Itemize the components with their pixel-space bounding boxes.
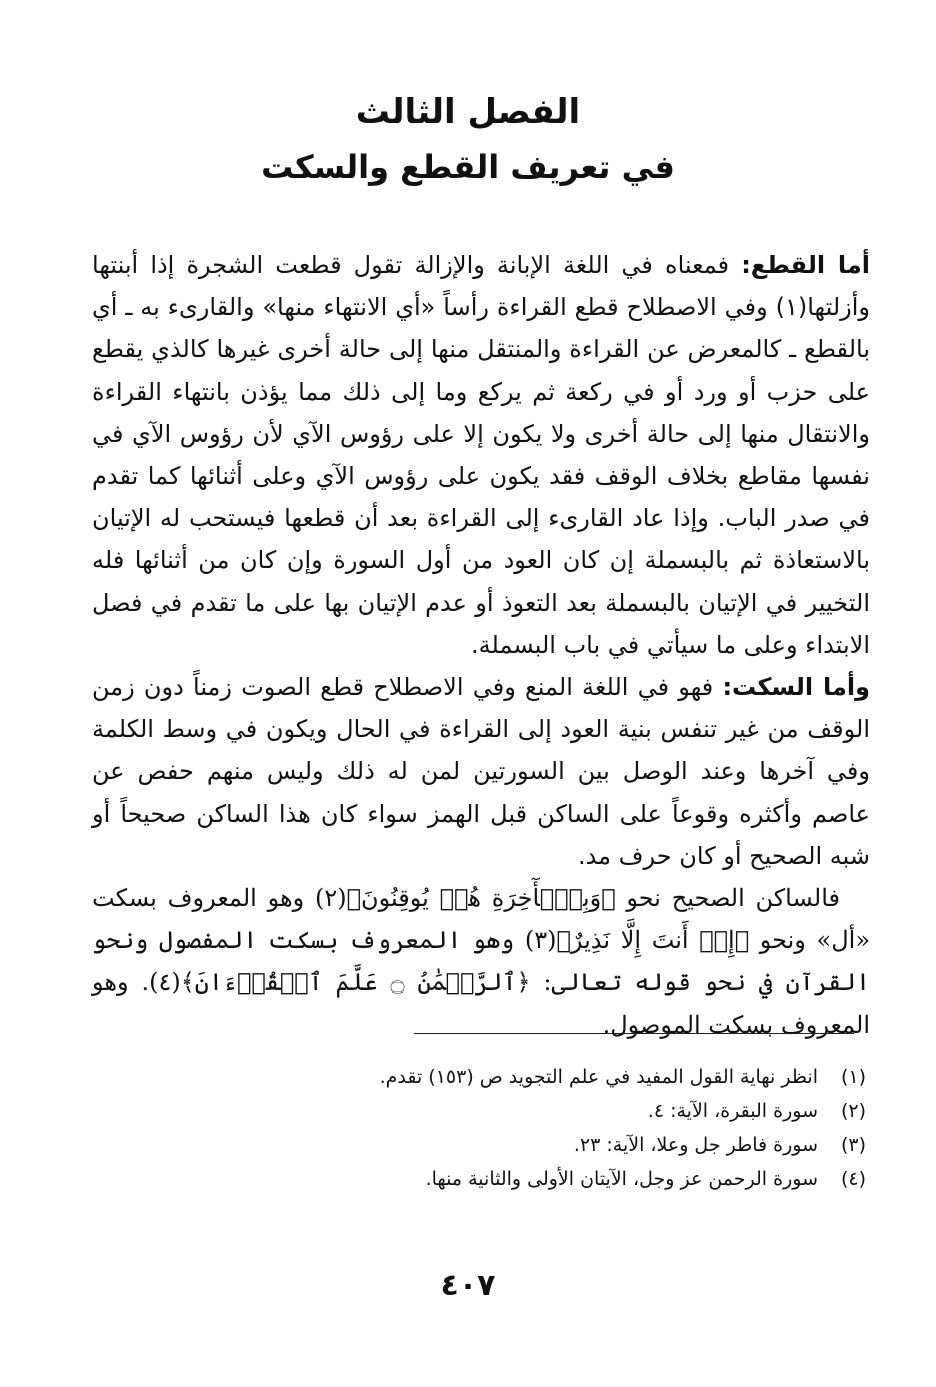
footnote-number: (٤)	[840, 1168, 866, 1190]
paragraph-examples	[92, 877, 870, 1046]
footnote	[150, 1128, 866, 1162]
footnote-number: (٣)	[840, 1134, 866, 1156]
term-label: أما القطع:	[741, 251, 871, 279]
footnote-number: (١)	[840, 1066, 866, 1088]
main-text	[92, 244, 870, 1046]
footnote-text: سورة الرحمن عز وجل، الآيتان الأولى والثانية منها.	[425, 1168, 818, 1190]
footnote-text: سورة فاطر جل وعلا، الآية: ٢٣.	[573, 1134, 818, 1156]
footnote	[150, 1060, 866, 1094]
paragraph-text: فالساكن الصحيح نحو ﴿وَبِٱلۡأٓخِرَةِ هُمۡ يُوقِنُونَ﴾(٢) وهو المعروف بسكت «أل» ونحو ﴿إِنۡ أَنتَ إِلَّا نَذِيرٌ﴾(٣) وهو المعروف بسكت المفصول ونحو القرآن في نحو قوله تعالى: ﴿ٱلرَّحۡمَٰنُ ۝ عَلَّمَ ٱلۡقُرۡءَانَ﴾(٤). وهو المعروف بسكت الموصول.	[92, 884, 871, 1039]
chapter-subtitle: في تعريف القطع والسكت	[261, 148, 675, 186]
footnote-number: (٢)	[840, 1100, 866, 1122]
chapter-title: الفصل الثالث	[355, 92, 581, 132]
footnote-divider	[414, 1033, 854, 1034]
footnote-text: سورة البقرة، الآية: ٤.	[647, 1100, 818, 1122]
paragraph-text: فمعناه في اللغة الإبانة والإزالة تقول قطعت الشجرة إذا أبنتها وأزلتها(١) وفي الاصطلاح قطع القراءة رأساً «أي الانتهاء منها» والقارىء به ـ أي بالقطع ـ كالمعرض عن القراءة والمنتقل منها إلى حالة أخرى غيرها كالذي يقطع على حزب أو ورد أو في ركعة ثم يركع وما إلى ذلك مما يؤذن بانتهاء القراءة والانتقال منها إلى حالة أخرى ولا يكون إلا على رؤوس الآي لأن رؤوس الآي في نفسها مقاطع بخلاف الوقف فقد يكون على رؤوس الآي وعلى أثنائها كما تقدم في صدر الباب. وإذا عاد القارىء إلى القراءة بعد أن قطعها فيستحب له الإتيان بالاستعاذة ثم بالبسملة إن كان العود من أول السورة وإن كان من أثنائها فله التخيير في الإتيان بالبسملة بعد التعوذ أو عدم الإتيان بها على ما تقدم في فصل الابتداء وعلى ما سيأتي في باب البسملة.	[92, 251, 870, 659]
footnote-text: انظر نهاية القول المفيد في علم التجويد ص (١٥٣) تقدم.	[379, 1066, 818, 1088]
footnote	[150, 1162, 866, 1196]
paragraph-qat	[92, 244, 870, 666]
paragraph-text: فهو في اللغة المنع وفي الاصطلاح قطع الصوت زمناً دون زمن الوقف من غير تنفس بنية العود إلى القراءة في الحال ويكون في وسط الكلمة وفي آخرها وعند الوصل بين السورتين لمن له ذلك وليس منهم حفص عن عاصم وأكثره وقوعاً على الساكن قبل الهمز سواء كان هذا الساكن صحيحاً أو شبه الصحيح أو كان حرف مد.	[92, 673, 870, 870]
footnote	[150, 1094, 866, 1128]
paragraph-sakt	[92, 666, 870, 877]
page-number: ٤٠٧	[440, 1268, 496, 1303]
footnotes	[150, 1060, 866, 1196]
term-label: وأما السكت:	[722, 673, 870, 702]
